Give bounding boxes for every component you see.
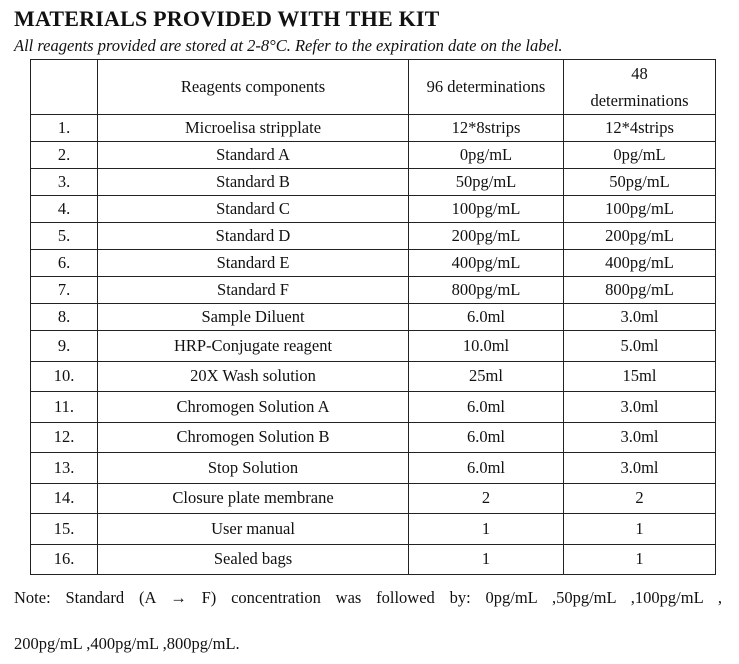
row-number: 1.: [31, 115, 98, 142]
table-row: [31, 304, 716, 331]
amount-48: 100pg/mL: [564, 196, 716, 223]
table-header-row: [31, 60, 716, 115]
component-name: Microelisa stripplate: [98, 115, 409, 142]
row-number: 7.: [31, 277, 98, 304]
header-components: Reagents components: [98, 60, 409, 115]
amount-48: 400pg/mL: [564, 250, 716, 277]
amount-96: 12*8strips: [409, 115, 564, 142]
table-row: [31, 361, 716, 392]
table-row: [31, 277, 716, 304]
section-title: MATERIALS PROVIDED WITH THE KIT: [14, 6, 440, 31]
amount-96: 6.0ml: [409, 392, 564, 423]
amount-96: 10.0ml: [409, 331, 564, 362]
component-name: Stop Solution: [98, 453, 409, 484]
amount-96: 0pg/mL: [409, 142, 564, 169]
header-96-determinations: 96 determinations: [409, 60, 564, 115]
row-number: 11.: [31, 392, 98, 423]
table-row: [31, 250, 716, 277]
amount-96: 2: [409, 483, 564, 514]
amount-48: 2: [564, 483, 716, 514]
row-number: 8.: [31, 304, 98, 331]
table-row: [31, 453, 716, 484]
component-name: Sample Diluent: [98, 304, 409, 331]
row-number: 15.: [31, 514, 98, 545]
component-name: Standard B: [98, 169, 409, 196]
component-name: Closure plate membrane: [98, 483, 409, 514]
amount-96: 1: [409, 514, 564, 545]
component-name: HRP-Conjugate reagent: [98, 331, 409, 362]
storage-note: All reagents provided are stored at 2-8°C. Refer to the expiration date on the label.: [14, 36, 563, 55]
component-name: Standard A: [98, 142, 409, 169]
table-row: [31, 331, 716, 362]
reagents-table: [30, 59, 716, 575]
row-number: 10.: [31, 361, 98, 392]
component-name: Chromogen Solution A: [98, 392, 409, 423]
amount-48: 15ml: [564, 361, 716, 392]
component-name: Sealed bags: [98, 544, 409, 575]
concentration-note-line2: 200pg/mL ,400pg/mL ,800pg/mL.: [14, 634, 240, 653]
row-number: 9.: [31, 331, 98, 362]
table-row: [31, 142, 716, 169]
header-48-line1: 48: [631, 64, 648, 83]
table-row: [31, 514, 716, 545]
table-row: [31, 196, 716, 223]
table-row: [31, 544, 716, 575]
table-row: [31, 115, 716, 142]
amount-48: 3.0ml: [564, 392, 716, 423]
amount-96: 6.0ml: [409, 453, 564, 484]
row-number: 2.: [31, 142, 98, 169]
component-name: User manual: [98, 514, 409, 545]
row-number: 16.: [31, 544, 98, 575]
component-name: 20X Wash solution: [98, 361, 409, 392]
component-name: Standard E: [98, 250, 409, 277]
amount-96: 1: [409, 544, 564, 575]
concentration-note-line1: Note: Standard (A → F) concentration was followed by: 0pg/mL ,50pg/mL ,100pg/mL ,: [14, 588, 722, 607]
amount-96: 100pg/mL: [409, 196, 564, 223]
amount-48: 3.0ml: [564, 304, 716, 331]
header-number: [31, 60, 98, 115]
row-number: 14.: [31, 483, 98, 514]
amount-48: 12*4strips: [564, 115, 716, 142]
amount-48: 200pg/mL: [564, 223, 716, 250]
header-48-line2: determinations: [590, 91, 689, 110]
amount-48: 3.0ml: [564, 422, 716, 453]
table-row: [31, 483, 716, 514]
amount-96: 50pg/mL: [409, 169, 564, 196]
component-name: Standard F: [98, 277, 409, 304]
amount-48: 3.0ml: [564, 453, 716, 484]
row-number: 3.: [31, 169, 98, 196]
table-row: [31, 392, 716, 423]
amount-96: 25ml: [409, 361, 564, 392]
amount-96: 200pg/mL: [409, 223, 564, 250]
row-number: 12.: [31, 422, 98, 453]
table-row: [31, 422, 716, 453]
component-name: Standard C: [98, 196, 409, 223]
table-row: [31, 169, 716, 196]
amount-48: 1: [564, 544, 716, 575]
amount-96: 6.0ml: [409, 422, 564, 453]
amount-96: 6.0ml: [409, 304, 564, 331]
row-number: 13.: [31, 453, 98, 484]
amount-48: 800pg/mL: [564, 277, 716, 304]
amount-48: 1: [564, 514, 716, 545]
row-number: 6.: [31, 250, 98, 277]
amount-96: 400pg/mL: [409, 250, 564, 277]
amount-48: 50pg/mL: [564, 169, 716, 196]
amount-48: 0pg/mL: [564, 142, 716, 169]
component-name: Standard D: [98, 223, 409, 250]
row-number: 4.: [31, 196, 98, 223]
amount-96: 800pg/mL: [409, 277, 564, 304]
row-number: 5.: [31, 223, 98, 250]
component-name: Chromogen Solution B: [98, 422, 409, 453]
header-48-determinations: [564, 60, 716, 115]
table-row: [31, 223, 716, 250]
amount-48: 5.0ml: [564, 331, 716, 362]
